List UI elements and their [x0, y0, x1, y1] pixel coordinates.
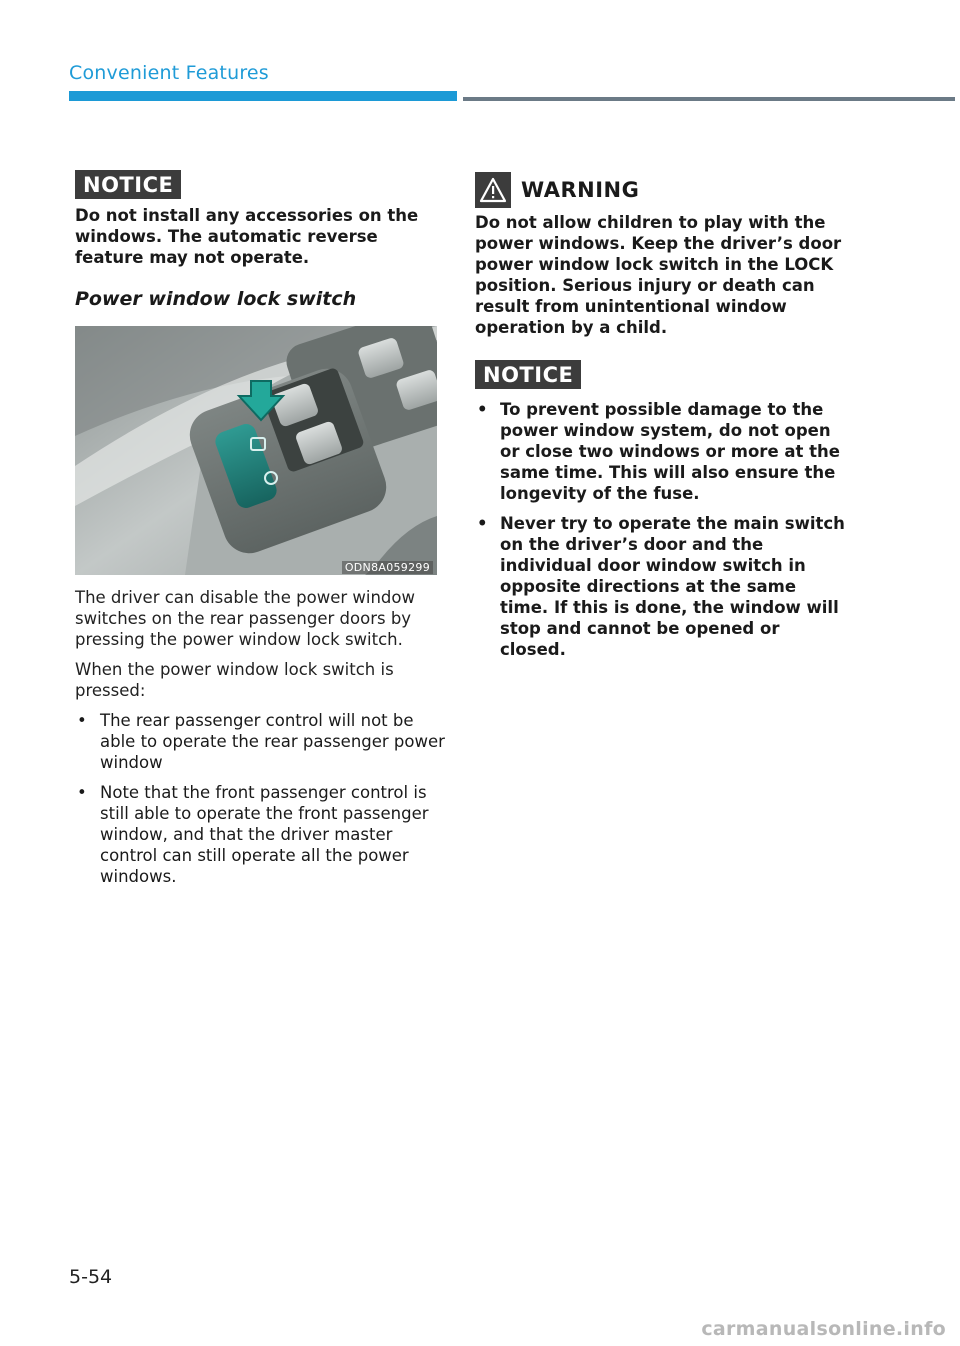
notice-badge: NOTICE — [475, 360, 581, 389]
list-item: • Note that the front passenger control is still able to operate the front passenger window, and that the driver master control can still operate all the power windows. — [77, 783, 429, 886]
notice-badge: NOTICE — [75, 170, 181, 199]
notice-text: Do not install any accessories on the windows. The automatic reverse feature may not operate. — [75, 206, 419, 267]
list-item: • To prevent possible damage to the power window system, do not open or close two windows or more at the same time. This will also ensure the longevity of the fuse. — [477, 400, 840, 503]
list-item: • Never try to operate the main switch on the driver’s door and the individual door window switch in opposite directions at the same time. If this is done, the window will stop and cannot be opened or closed. — [477, 514, 845, 659]
warning-triangle-icon — [475, 172, 511, 208]
paragraph-pressed: When the power window lock switch is pressed: — [75, 660, 394, 700]
warning-text: Do not allow children to play with the power windows. Keep the driver’s door power window lock switch in the LOCK position. Serious injury or death can result from unintentional window operation by a child. — [475, 213, 842, 337]
warning-heading — [475, 172, 845, 208]
warning-label: WARNING — [521, 178, 640, 202]
figure-code: ODN8A059299 — [342, 561, 433, 574]
pressed-effects-list — [75, 710, 445, 887]
section-title: Convenient Features — [69, 62, 269, 84]
header-rule-accent — [69, 91, 457, 101]
watermark: carmanualsonline.info — [701, 1318, 946, 1340]
paragraph-intro: The driver can disable the power window switches on the rear passenger doors by pressing the power window lock switch. — [75, 588, 415, 649]
window-switch-illustration — [75, 326, 437, 575]
lock-switch-figure — [75, 326, 437, 575]
list-item: • The rear passenger control will not be able to operate the rear passenger power window — [77, 711, 445, 772]
header-rule — [463, 97, 955, 101]
left-column — [75, 170, 445, 887]
notice-list — [475, 399, 845, 660]
subheading: Power window lock switch — [75, 288, 357, 310]
right-column — [475, 172, 845, 660]
page-number: 5-54 — [69, 1266, 113, 1288]
